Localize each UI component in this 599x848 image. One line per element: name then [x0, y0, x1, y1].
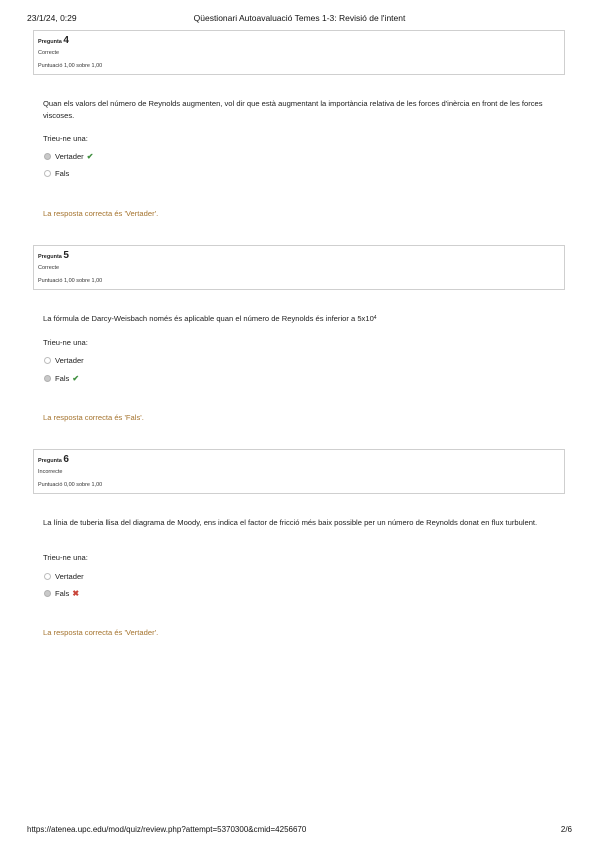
print-header [27, 13, 572, 25]
option-label: Vertader [55, 571, 84, 581]
radio-button[interactable] [44, 357, 51, 364]
option-label: Fals [55, 168, 70, 178]
question-number: Pregunta 6 [38, 454, 69, 465]
option-fals[interactable] [44, 168, 69, 178]
option-label: Vertader [55, 355, 84, 365]
question-info-box [33, 245, 565, 290]
radio-button[interactable] [44, 573, 51, 580]
question-state: Incorrecte [38, 469, 63, 475]
option-fals[interactable] [44, 588, 79, 598]
question-info-box [33, 449, 565, 494]
cross-icon: ✖ [72, 588, 80, 598]
right-answer: La resposta correcta és 'Vertader'. [43, 628, 159, 637]
question-info-box [33, 30, 565, 75]
question-state: Correcte [38, 50, 60, 56]
question-text: Quan els valors del número de Reynolds augmenten, vol dir que està augmentant la importància relativa de les forces d'inèrcia en front de les forces viscoses. [43, 99, 543, 120]
right-answer: La resposta correcta és 'Fals'. [43, 413, 144, 422]
question-grade: Puntuació 1,00 sobre 1,00 [38, 278, 103, 284]
answer-prompt: Trieu-ne una: [43, 338, 88, 347]
question-number: Pregunta 5 [38, 250, 69, 261]
page-url: https://atenea.upc.edu/mod/quiz/review.php?attempt=5370300&cmid=4256670 [27, 825, 307, 834]
question-grade: Puntuació 0,00 sobre 1,00 [38, 482, 103, 488]
right-answer: La resposta correcta és 'Vertader'. [43, 209, 159, 218]
question-grade: Puntuació 1,00 sobre 1,00 [38, 63, 103, 69]
radio-button[interactable] [44, 170, 51, 177]
radio-button[interactable] [44, 375, 51, 382]
radio-button[interactable] [44, 153, 51, 160]
check-icon: ✔ [72, 373, 80, 383]
option-fals[interactable] [44, 373, 79, 383]
print-footer [27, 825, 572, 837]
answer-prompt: Trieu-ne una: [43, 553, 88, 562]
question-state: Correcte [38, 265, 60, 271]
page-number: 2/6 [560, 825, 572, 834]
option-vertader[interactable] [44, 571, 84, 581]
question-text: La fórmula de Darcy-Weisbach només és aplicable quan el número de Reynolds és inferior a $5x10^4$ [43, 314, 377, 323]
option-vertader[interactable] [44, 355, 84, 365]
question-text: La línia de tuberia llisa del diagrama de Moody, ens indica el factor de fricció més baix possible per un número de Reynolds donat en flux turbulent. [43, 518, 538, 527]
question-number: Pregunta 4 [38, 35, 69, 46]
option-label: Fals [55, 588, 70, 598]
check-icon: ✔ [86, 151, 94, 161]
option-label: Vertader [55, 151, 84, 161]
radio-button[interactable] [44, 590, 51, 597]
option-vertader[interactable] [44, 151, 93, 161]
print-date: 23/1/24, 0:29 [27, 13, 77, 23]
answer-prompt: Trieu-ne una: [43, 134, 88, 143]
exponent: 4 [373, 315, 377, 321]
option-label: Fals [55, 373, 70, 383]
print-title: Qüestionari Autoavaluació Temes 1-3: Revisió de l'intent [193, 13, 406, 23]
